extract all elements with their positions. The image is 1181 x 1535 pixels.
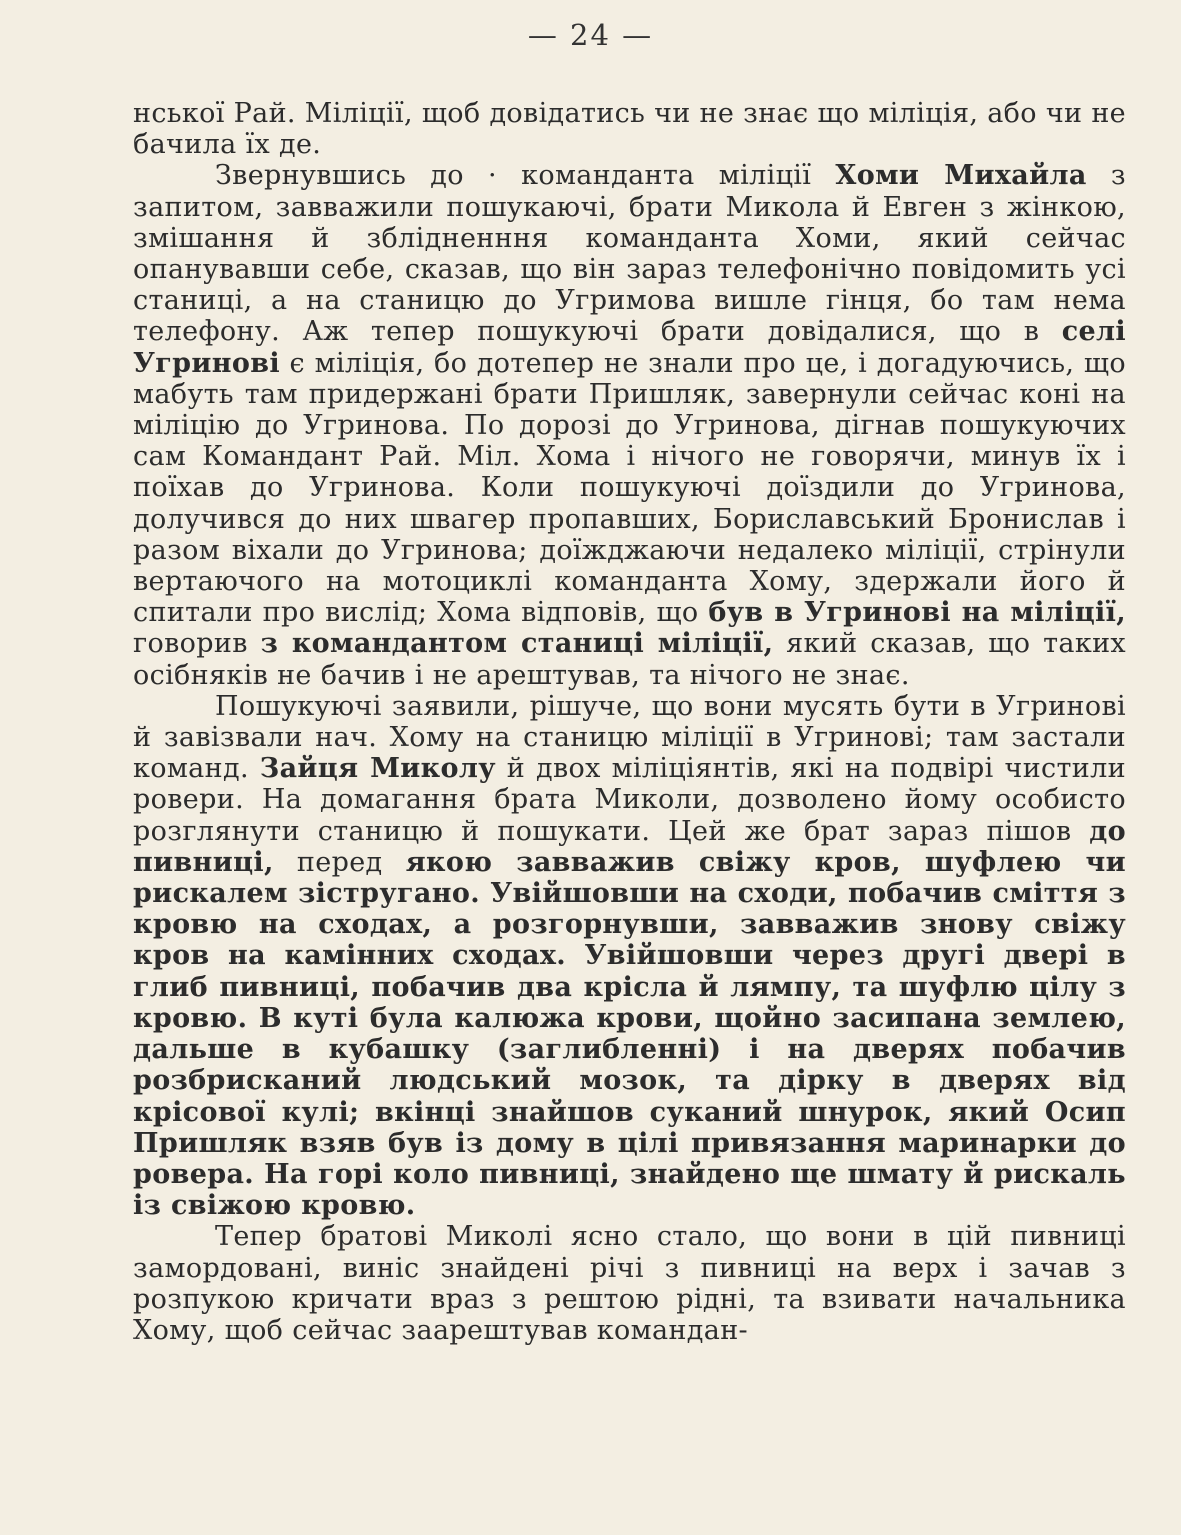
bold-text-run: до пивниці,	[133, 815, 1126, 878]
paragraph	[133, 1221, 1126, 1346]
text-run: говорив	[133, 628, 261, 660]
body-text	[133, 98, 1126, 1346]
text-run: й двох міліціянтів, які на подвірі чистили ровери. На домагання брата Миколи, дозволено йому особисто розглянути станицю й пошукати. Цей же брат зараз пішов	[133, 753, 1126, 847]
text-run: перед	[273, 846, 406, 878]
text-run: є міліція, бо дотепер не знали про це, і догадуючись, що мабуть там придержані брати Пришляк, завернули сейчас коні на міліцію до Угринова. По дорозі до Угринова, дігнав пошукуючих сам Командант Рай. Міл. Хома і нічого не говорячи, минув їх і поїхав до Угринова. Коли пошукуючі доїздили до Угринова, долучився до них швагер пропавших, Бориславський Бронислав і разом віхали до Угринова; доїжджаючи недалеко міліції, стрінули вертаючого на мотоциклі команданта Хому, здержали його й спитали про вислід; Хома відповів, що	[133, 347, 1126, 629]
paragraph	[133, 691, 1126, 1221]
text-run: Звернувшись до · команданта міліції	[215, 160, 836, 192]
bold-text-run: Зайця Миколу	[259, 753, 496, 785]
paragraph	[133, 98, 1126, 160]
text-run: Пошукуючі заявили, рішуче, що вони мусять бути в Угринові й завізвали нач. Хому на станицю міліції в Угринові; там застали команд.	[133, 690, 1126, 785]
text-run: з запитом, завважили пошукаючі, брати Микола й Евген з жінкою, змішання й зблідненння команданта Хоми, який сейчас опанувавши себе, сказав, що він зараз телефонічно повідомить усі станиці, а на станицю до Угримова вишле гінця, бо там нема телефону. Аж тепер пошукуючі брати довідалися, що в	[133, 160, 1126, 348]
bold-text-run: з командантом станиці міліції,	[260, 628, 774, 660]
paragraph	[133, 160, 1126, 690]
bold-text-run: Хоми Михайла	[835, 160, 1087, 192]
text-run: який сказав, що таких осібняків не бачив і не арештував, та нічого не знає.	[133, 628, 1126, 691]
bold-text-run: був в Угринові на міліції,	[708, 597, 1126, 629]
text-run: нської Рай. Міліції, щоб довідатись чи не знає що міліція, або чи не бачила їх де.	[133, 98, 1126, 161]
bold-text-run: селі Угринові	[133, 316, 1126, 379]
page-number: — 24 —	[527, 18, 654, 52]
text-run: Тепер братові Миколі ясно стало, що вони в цій пивниці замордовані, виніс знайдені річі з пивниці на верх і зачав з розпукою кричати враз з рештою рідні, та взивати начальника Хому, щоб сейчас заарештував командан-	[133, 1221, 1126, 1346]
bold-text-run: якою завважив свіжу кров, шуфлею чи рискалем зістругано. Увійшовши на сходи, побачив сміття з кровю на сходах, а розгорнувши, завважив знову свіжу кров на камінних сходах. Увійшовши через другі двері в глиб пивниці, побачив два крісла й лямпу, та шуфлю цілу з кровю. В куті була калюжа крови, щойно засипана землею, дальше в кубашку (заглибленні) і на дверях побачив розбрисканий людський мозок, та дірку в дверях від крісової кулі; вкінці знайшов суканий шнурок, який Осип Пришляк взяв був із дому в цілі привязання маринарки до ровера. На горі коло пивниці, знайдено ще шмату й рискаль із свіжою кровю.	[133, 846, 1126, 1222]
